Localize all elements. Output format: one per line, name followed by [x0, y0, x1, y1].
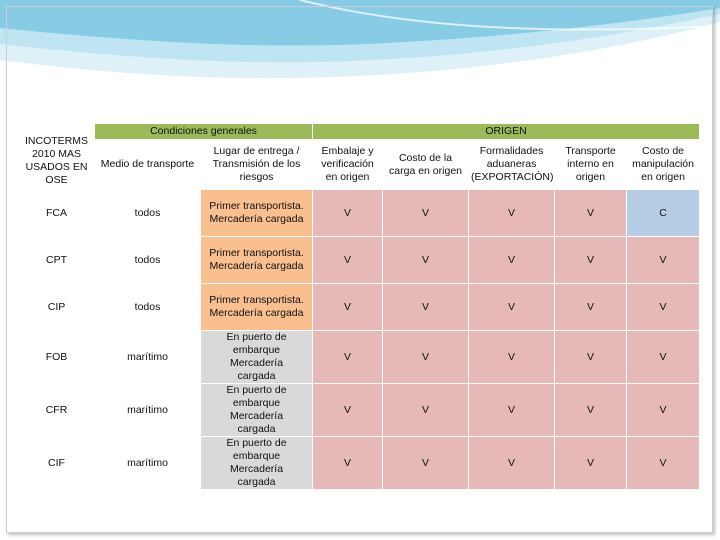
- value-cell: V: [469, 190, 555, 237]
- lugar-cell: Primer transportista. Mercadería cargada: [201, 284, 313, 331]
- table-row: [19, 331, 700, 384]
- incoterms-table: [18, 123, 700, 490]
- lugar-cell: Primer transportista. Mercadería cargada: [201, 190, 313, 237]
- medio-cell: marítimo: [95, 437, 201, 490]
- incoterm-cell: FOB: [19, 331, 95, 384]
- value-cell: V: [555, 331, 627, 384]
- incoterm-cell: CIF: [19, 437, 95, 490]
- value-cell: V: [383, 190, 469, 237]
- medio-cell: todos: [95, 284, 201, 331]
- value-cell: V: [469, 284, 555, 331]
- value-cell: V: [313, 190, 383, 237]
- value-cell: V: [555, 384, 627, 437]
- transporte-interno-header: Transporte interno en origen: [555, 140, 627, 190]
- value-cell: V: [469, 237, 555, 284]
- lugar-cell: En puerto de embarque Mercadería cargada: [201, 384, 313, 437]
- value-cell: V: [555, 437, 627, 490]
- incoterm-cell: CPT: [19, 237, 95, 284]
- value-cell: V: [469, 331, 555, 384]
- value-cell: C: [627, 190, 700, 237]
- costo-carga-header: Costo de la carga en origen: [383, 140, 469, 190]
- value-cell: V: [383, 437, 469, 490]
- table-row: [19, 284, 700, 331]
- embalaje-header: Embalaje y verificación en origen: [313, 140, 383, 190]
- costo-manipulacion-header: Costo de manipulación en origen: [627, 140, 700, 190]
- value-cell: V: [383, 331, 469, 384]
- value-cell: V: [313, 384, 383, 437]
- value-cell: V: [627, 331, 700, 384]
- table-row: [19, 384, 700, 437]
- medio-cell: todos: [95, 190, 201, 237]
- value-cell: V: [627, 237, 700, 284]
- value-cell: V: [383, 237, 469, 284]
- medio-cell: marítimo: [95, 384, 201, 437]
- value-cell: V: [383, 384, 469, 437]
- medio-transporte-header: Medio de transporte: [95, 140, 201, 190]
- incoterm-cell: CIP: [19, 284, 95, 331]
- value-cell: V: [469, 384, 555, 437]
- table-row: [19, 190, 700, 237]
- medio-cell: marítimo: [95, 331, 201, 384]
- lugar-cell: Primer transportista. Mercadería cargada: [201, 237, 313, 284]
- origen-header: ORIGEN: [313, 124, 700, 140]
- value-cell: V: [555, 284, 627, 331]
- lugar-entrega-header: Lugar de entrega / Transmisión de los riesgos: [201, 140, 313, 190]
- value-cell: V: [555, 190, 627, 237]
- condiciones-generales-header: Condiciones generales: [95, 124, 313, 140]
- value-cell: V: [313, 331, 383, 384]
- value-cell: V: [313, 237, 383, 284]
- table-row: [19, 437, 700, 490]
- value-cell: V: [627, 384, 700, 437]
- value-cell: V: [383, 284, 469, 331]
- table-row: [19, 237, 700, 284]
- value-cell: V: [313, 437, 383, 490]
- value-cell: V: [313, 284, 383, 331]
- lugar-cell: En puerto de embarque Mercadería cargada: [201, 331, 313, 384]
- incoterm-cell: CFR: [19, 384, 95, 437]
- value-cell: V: [627, 437, 700, 490]
- incoterms-header: INCOTERMS 2010 MAS USADOS EN OSE: [19, 124, 95, 190]
- value-cell: V: [627, 284, 700, 331]
- incoterm-cell: FCA: [19, 190, 95, 237]
- formalidades-header: Formalidades aduaneras (EXPORTACIÓN): [469, 140, 555, 190]
- lugar-cell: En puerto de embarque Mercadería cargada: [201, 437, 313, 490]
- medio-cell: todos: [95, 237, 201, 284]
- value-cell: V: [555, 237, 627, 284]
- value-cell: V: [469, 437, 555, 490]
